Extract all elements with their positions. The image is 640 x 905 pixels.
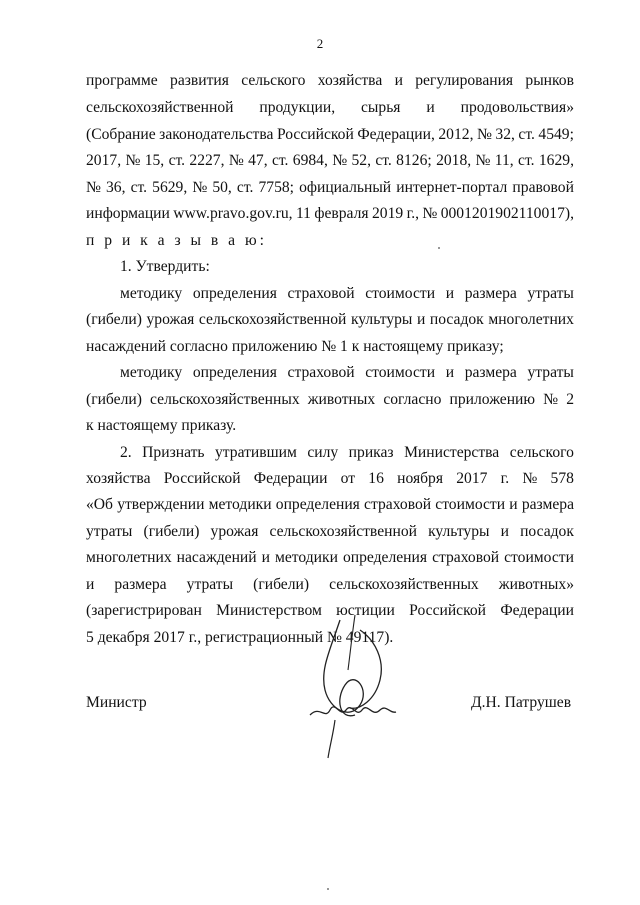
- word: рынков: [525, 72, 574, 89]
- word: юстиции: [336, 602, 395, 619]
- word: стоимости: [435, 496, 506, 513]
- text-line: [86, 148, 574, 174]
- word: культуры: [428, 523, 490, 540]
- word: 50,: [212, 179, 232, 196]
- word: интернет-портал: [396, 179, 508, 196]
- word: размера: [114, 576, 167, 593]
- word: 2012,: [438, 126, 474, 143]
- word: 52,: [351, 152, 371, 169]
- text-line: [120, 360, 574, 386]
- word: сельскохозяйственных: [150, 391, 300, 408]
- word: ст.: [375, 152, 392, 169]
- word: 2018,: [436, 152, 472, 169]
- word: животных»: [498, 576, 574, 593]
- word: (гибели): [253, 576, 310, 593]
- text-line: [86, 68, 574, 94]
- page-number: 2: [316, 36, 324, 51]
- word: (зарегистрирован: [86, 602, 202, 619]
- word: методику: [120, 364, 183, 381]
- word: хозяйства: [86, 470, 151, 487]
- text-line: [86, 334, 574, 360]
- word: Российской: [163, 470, 241, 487]
- word: урожая: [146, 311, 195, 328]
- signatory-title: Министр: [86, 694, 147, 711]
- word: 0001201902110017),: [440, 205, 574, 222]
- word: №: [228, 152, 244, 169]
- word: размера: [521, 496, 574, 513]
- word: продукции,: [259, 99, 336, 116]
- word: сельского: [509, 444, 574, 461]
- word: 47,: [248, 152, 268, 169]
- word: 7758;: [258, 179, 294, 196]
- word: 2017,: [86, 152, 122, 169]
- text-line: [86, 387, 574, 413]
- word: хозяйства: [317, 72, 383, 89]
- word: к настоящему приказу.: [86, 417, 237, 434]
- word: утверждении: [117, 496, 205, 513]
- word: приложению: [449, 391, 536, 408]
- word: ст.: [168, 152, 186, 169]
- text-line: [86, 545, 574, 571]
- word: ст.: [518, 152, 535, 169]
- word: www.pravo.gov.ru,: [173, 205, 293, 222]
- text-line: [86, 201, 574, 227]
- word: 16: [368, 470, 384, 487]
- word: 6984,: [292, 152, 328, 169]
- word: ст.: [271, 152, 289, 169]
- word: определения: [192, 364, 277, 381]
- word: размера: [464, 285, 517, 302]
- word: сельскохозяйственной: [86, 99, 234, 116]
- word: Федерации: [500, 602, 574, 619]
- word: №: [125, 152, 141, 169]
- word: (гибели): [86, 391, 142, 408]
- text-line: [120, 281, 574, 307]
- word: (гибели): [86, 311, 142, 328]
- word: ноября: [397, 470, 444, 487]
- word: утраты: [527, 285, 574, 302]
- word: 36,: [105, 179, 126, 196]
- word: Российской: [276, 126, 354, 143]
- word: 1629,: [538, 152, 574, 169]
- word: определения: [342, 549, 428, 566]
- word: сельского: [241, 72, 306, 89]
- word: Федерации: [253, 470, 328, 487]
- word: официальный: [299, 179, 392, 196]
- word: Признать: [142, 444, 205, 461]
- word: 578: [550, 470, 574, 487]
- text-line: [120, 254, 574, 280]
- word: Министерством: [216, 602, 322, 619]
- signatory-name: Д.Н. Патрушев: [471, 694, 572, 711]
- word: насаждений согласно приложению № 1 к настоящему приказу;: [86, 338, 504, 355]
- handwritten-signature: [300, 610, 410, 760]
- word: 2.: [120, 444, 132, 461]
- word: сельскохозяйственной: [269, 523, 417, 540]
- word: 11: [295, 205, 311, 222]
- word: продовольствия»: [460, 99, 574, 116]
- text-line: [86, 175, 574, 201]
- word: сельскохозяйственных: [329, 576, 479, 593]
- word: силу: [307, 444, 339, 461]
- scan-speck: [438, 247, 440, 249]
- word: №: [332, 152, 348, 169]
- word: п р и к а з ы в а ю:: [86, 232, 267, 249]
- word: и: [445, 364, 455, 381]
- word: страховой: [432, 549, 500, 566]
- word: посадок: [429, 311, 484, 328]
- word: и: [445, 285, 455, 302]
- word: 15,: [144, 152, 165, 169]
- word: согласно: [383, 391, 442, 408]
- word: г.: [500, 470, 510, 487]
- word: насаждений: [176, 549, 257, 566]
- word: и: [426, 99, 435, 116]
- word: 2227,: [189, 152, 225, 169]
- word: многолетних: [86, 549, 172, 566]
- word: стоимости: [365, 285, 436, 302]
- word: 11,: [494, 152, 514, 169]
- word: от: [340, 470, 356, 487]
- word: методики: [208, 496, 272, 513]
- word: посадок: [520, 523, 574, 540]
- word: животных: [307, 391, 376, 408]
- word: утратившим: [215, 444, 297, 461]
- word: определения: [275, 496, 360, 513]
- word: регулирования: [415, 72, 514, 89]
- word: 1. Утвердить:: [120, 258, 210, 275]
- text-line: [86, 122, 574, 148]
- word: 4549;: [538, 126, 574, 143]
- word: утраты: [186, 576, 234, 593]
- word: Российской: [409, 602, 487, 619]
- word: и: [509, 496, 518, 513]
- word: сельскохозяйственной: [198, 311, 347, 328]
- text-line: [86, 519, 574, 545]
- word: утраты: [86, 523, 133, 540]
- word: 8126;: [396, 152, 432, 169]
- word: законодательства: [159, 126, 274, 143]
- word: февраля: [314, 205, 369, 222]
- text-line: [86, 413, 574, 439]
- word: ст.: [236, 179, 254, 196]
- word: многолетних: [488, 311, 574, 328]
- word: ст.: [130, 179, 148, 196]
- scan-speck: [327, 888, 329, 890]
- word: №: [522, 470, 538, 487]
- word: и: [86, 576, 95, 593]
- text-line: [86, 228, 574, 254]
- word: и: [261, 549, 270, 566]
- word: и: [416, 311, 426, 328]
- text-line: [86, 466, 574, 492]
- word: Федерации,: [357, 126, 435, 143]
- word: (гибели): [143, 523, 200, 540]
- word: программе: [86, 72, 158, 89]
- text-line: [86, 492, 574, 518]
- word: ст.: [518, 126, 535, 143]
- word: развития: [170, 72, 229, 89]
- word: Министерства: [404, 444, 500, 461]
- word: страховой: [364, 496, 432, 513]
- word: №: [475, 152, 491, 169]
- text-line: [86, 307, 574, 333]
- word: 5 декабря 2017 г., регистрационный № 49117).: [86, 629, 394, 646]
- word: информации: [86, 205, 170, 222]
- word: страховой: [287, 364, 355, 381]
- word: №: [86, 179, 101, 196]
- word: и: [394, 72, 403, 89]
- word: приказ: [348, 444, 394, 461]
- word: г.,: [406, 205, 419, 222]
- word: сырья: [361, 99, 401, 116]
- text-line: [120, 440, 574, 466]
- word: №: [543, 391, 559, 408]
- word: 32,: [495, 126, 515, 143]
- word: 2019: [371, 205, 404, 222]
- word: стоимости: [504, 549, 574, 566]
- text-line: [86, 95, 574, 121]
- word: методики: [275, 549, 338, 566]
- word: 5629,: [152, 179, 188, 196]
- word: правовой: [512, 179, 574, 196]
- word: утраты: [527, 364, 574, 381]
- word: определения: [192, 285, 277, 302]
- word: размера: [464, 364, 517, 381]
- word: «Об: [86, 496, 113, 513]
- word: №: [422, 205, 438, 222]
- word: 2: [566, 391, 574, 408]
- word: культуры: [350, 311, 413, 328]
- word: №: [192, 179, 208, 196]
- word: и: [500, 523, 509, 540]
- word: (Собрание: [86, 126, 156, 143]
- word: 2017: [456, 470, 488, 487]
- word: урожая: [210, 523, 259, 540]
- word: методику: [120, 285, 183, 302]
- word: стоимости: [365, 364, 436, 381]
- text-line: [86, 572, 574, 598]
- word: страховой: [287, 285, 355, 302]
- word: №: [476, 126, 492, 143]
